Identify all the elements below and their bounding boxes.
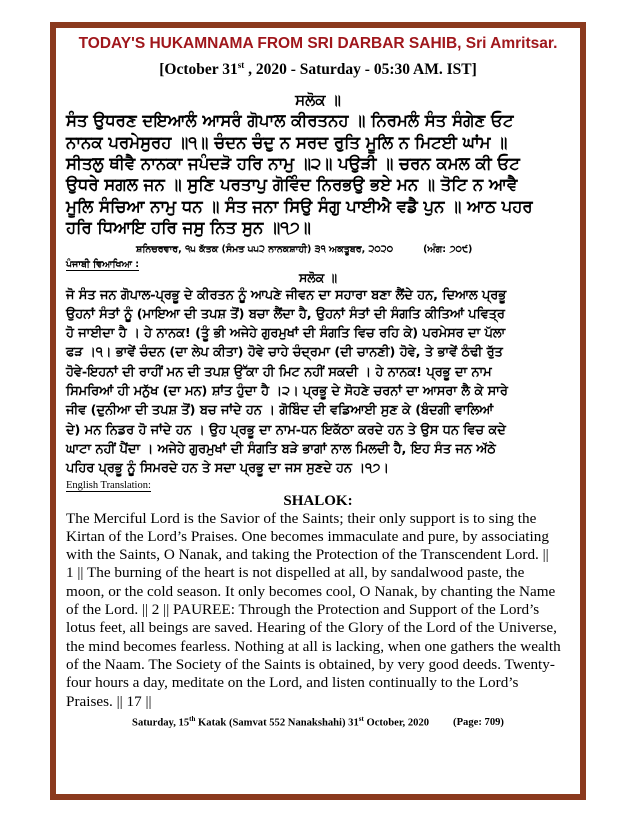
gurbani-line: ਮੂਲਿ ਸੰਚਿਆ ਨਾਮੁ ਧਨ ॥ ਸੰਤ ਜਨਾ ਸਿਉ ਸੰਗੁ ਪਾਈਐ ਵਡੈ ਪੁਨ ॥ ਆਠ ਪਹਰ bbox=[66, 196, 533, 216]
english-line: with the Saints, O Nanak, and taking the Protection of the Transcendent Lord. || bbox=[66, 546, 549, 564]
gurbani-line: ਸੰਤ ਉਧਰਣ ਦਇਆਲੰ ਆਸਰੰ ਗੋਪਾਲ ਕੀਰਤਨਹ ॥ ਨਿਰਮਲੰ ਸੰਤ ਸੰਗੇਣ ਓਟ bbox=[66, 111, 514, 131]
punjabi-heading: ਸਲੋਕ ॥ bbox=[298, 269, 338, 285]
english-text bbox=[66, 510, 570, 711]
english-heading: SHALOK: bbox=[283, 492, 353, 509]
gurbani-line: ਉਧਰੇ ਸਗਲ ਜਨ ॥ ਸੁਣਿ ਪਰਤਾਪੁ ਗੋਵਿੰਦ ਨਿਰਭਉ ਭਏ ਮਨ ॥ ਤੋਟਿ ਨ ਆਵੈ bbox=[66, 175, 518, 195]
date-suffix: st bbox=[237, 60, 245, 70]
punjabi-line: ਉਹਨਾਂ ਸੰਤਾਂ ਨੂੰ (ਮਾਇਆ ਦੀ ਤਪਸ਼ ਤੋਂ) ਬਚਾ ਲੈਂਦਾ ਹੈ, ਉਹਨਾਂ ਸੰਤਾਂ ਦੀ ਸੰਗਤਿ ਕੀਤਿਆਂ ਪਵਿਤ੍ਰ bbox=[66, 306, 505, 322]
gurbani-line: ਨਾਨਕ ਪਰਮੇਸੁਰਹ ॥੧॥ ਚੰਦਨ ਚੰਦੁ ਨ ਸਰਦ ਰੁਤਿ ਮੂਲਿ ਨ ਮਿਟਈ ਘਾਂਮ ॥ bbox=[66, 132, 508, 152]
punjabi-line: ਘਾਟਾ ਨਹੀਂ ਪੈਂਦਾ । ਅਜੇਹੇ ਗੁਰਮੁਖਾਂ ਦੀ ਸੰਗਤਿ ਬੜੇ ਭਾਗਾਂ ਨਾਲ ਮਿਲਦੀ ਹੈ, ਇਹ ਸੰਤ ਜਨ ਅੱਠੇ bbox=[66, 441, 496, 457]
punjabi-line: ਜੋ ਸੰਤ ਜਨ ਗੋਪਾਲ-ਪ੍ਰਭੂ ਦੇ ਕੀਰਤਨ ਨੂੰ ਆਪਣੇ ਜੀਵਨ ਦਾ ਸਹਾਰਾ ਬਣਾ ਲੈਂਦੇ ਹਨ, ਦਿਆਲ ਪ੍ਰਭੂ bbox=[66, 287, 507, 303]
date-time bbox=[66, 55, 570, 80]
gurbani-text bbox=[66, 110, 570, 238]
punjabi-line: ਪਹਿਰ ਪ੍ਰਭੂ ਨੂੰ ਸਿਮਰਦੇ ਹਨ ਤੇ ਸਦਾ ਪ੍ਰਭੂ ਦਾ ਜਸ ਸੁਣਦੇ ਹਨ ।੧੭। bbox=[66, 461, 389, 477]
punjabi-line: ਦੇ) ਮਨ ਨਿਡਰ ਹੋ ਜਾਂਦੇ ਹਨ । ਉਹ ਪ੍ਰਭੂ ਦਾ ਨਾਮ-ਧਨ ਇਕੱਠਾ ਕਰਦੇ ਹਨ ਤੇ ਉਸ ਧਨ ਵਿਚ ਕਦੇ bbox=[66, 422, 506, 438]
footer-sup2: st bbox=[358, 714, 364, 723]
punjabi-text bbox=[66, 286, 570, 479]
footer-sup1: th bbox=[189, 714, 196, 723]
english-line: 1 || The burning of the heart is not dispelled at all, by sandalwood paste, the bbox=[66, 564, 525, 582]
footer-post: October, 2020 bbox=[363, 717, 430, 729]
english-line: the mind becomes fearless. Nothing at all is lacking, when one gathers the wealth bbox=[66, 637, 561, 655]
gurbani-heading: ਸਲੋਕ ॥ bbox=[295, 91, 341, 110]
english-label bbox=[66, 479, 570, 492]
punjabi-line: ਸਿਮਰਿਆਂ ਹੀ ਮਨੁੱਖ (ਦਾ ਮਨ) ਸ਼ਾਂਤ ਹੁੰਦਾ ਹੈ ।੨। ਪ੍ਰਭੂ ਦੇ ਸੋਹਣੇ ਚਰਨਾਂ ਦਾ ਆਸਰਾ ਲੈ ਕੇ ਸਾਰੇ bbox=[66, 384, 508, 400]
english-line: The Merciful Lord is the Savior of the Saints; their only support is to sing the bbox=[66, 509, 537, 527]
english-line: of the Naam. The Society of the Saints is obtained, by very good deeds. Twenty- bbox=[66, 655, 555, 673]
footer-mid: Katak (Samvat 552 Nanakshahi) 31 bbox=[195, 717, 359, 729]
punjabi-label-text: ਪੰਜਾਬੀ ਵਿਆਖਿਆ : bbox=[66, 258, 140, 270]
hukamnama-page bbox=[50, 22, 586, 800]
english-label-text: English Translation: bbox=[66, 479, 151, 491]
english-line: of the Lord. || 2 || PAUREE: Through the Protection and Support of the Lord’s bbox=[66, 601, 540, 619]
english-line: Praises. || 17 || bbox=[66, 692, 152, 710]
page-title: TODAY'S HUKAMNAMA FROM SRI DARBAR SAHIB, Sri Amritsar. bbox=[78, 35, 558, 52]
punjabi-line: ਜੀਵ (ਦੁਨੀਆ ਦੀ ਤਪਸ਼ ਤੋਂ) ਬਚ ਜਾਂਦੇ ਹਨ । ਗੋਬਿੰਦ ਦੀ ਵਡਿਆਈ ਸੁਣ ਕੇ (ਬੰਦਗੀ ਵਾਲਿਆਂ bbox=[66, 403, 494, 419]
gurmukhi-dateline bbox=[66, 242, 570, 258]
date-rest: , 2020 - Saturday - 05:30 AM. IST] bbox=[244, 61, 477, 79]
punjabi-line: ਹੋਵੇ-ਇਹਨਾਂ ਦੀ ਰਾਹੀਂ ਮਨ ਦੀ ਤਪਸ਼ ਉੱਕਾ ਹੀ ਮਿਟ ਨਹੀਂ ਸਕਦੀ । ਹੇ ਨਾਨਕ! ਪ੍ਰਭੂ ਦਾ ਨਾਮ bbox=[66, 364, 492, 380]
gurbani-line: ਹਰਿ ਧਿਆਇ ਹਰਿ ਜਸੁ ਨਿਤ ਸੁਨ ॥੧੭॥ bbox=[66, 218, 311, 238]
english-line: moon, or the cold season. It only becomes cool, O Nanak, by chanting the Name bbox=[66, 582, 556, 600]
punjabi-line: ਹੋ ਜਾਈਦਾ ਹੈ । ਹੇ ਨਾਨਕ! (ਤੂੰ ਭੀ ਅਜੇਹੇ ਗੁਰਮੁਖਾਂ ਦੀ ਸੰਗਤਿ ਵਿਚ ਰਹਿ ਕੇ) ਪਰਮੇਸਰ ਦਾ ਪੱਲਾ bbox=[66, 326, 506, 342]
gurmukhi-date: ਸ਼ਨਿਚਰਵਾਰ, ੧੫ ਕੱਤਕ (ਸੰਮਤ ੫੫੨ ਨਾਨਕਸ਼ਾਹੀ) ੩੧ ਅਕਤੂਬਰ, ੨੦੨੦ bbox=[136, 243, 394, 255]
page-content bbox=[66, 34, 570, 730]
footer-page: (Page: 709) bbox=[453, 717, 504, 729]
english-line: Kirtan of the Lord’s Praises. One becomes immaculate and pure, by associating bbox=[66, 527, 549, 545]
date-open: [October 31 bbox=[159, 61, 238, 79]
ang-number: (ਅੰਗ: ੭੦੯) bbox=[423, 243, 473, 255]
gurbani-line: ਸੀਤਲੁ ਥੀਵੈ ਨਾਨਕਾ ਜਪੰਦੜੋ ਹਰਿ ਨਾਮੁ ॥੨॥ ਪਉੜੀ ॥ ਚਰਨ ਕਮਲ ਕੀ ਓਟ bbox=[66, 153, 520, 173]
footer-dateline bbox=[66, 712, 570, 731]
punjabi-line: ਫੜ ।੧। ਭਾਵੇਂ ਚੰਦਨ (ਦਾ ਲੇਪ ਕੀਤਾ) ਹੋਵੇ ਚਾਹੇ ਚੰਦ੍ਰਮਾ (ਦੀ ਚਾਨਣੀ) ਹੋਵੇ, ਤੇ ਭਾਵੇਂ ਠੰਢੀ ਰੁੱਤ bbox=[66, 345, 503, 361]
english-line: lotus feet, all beings are saved. Hearing of the Glory of the Lord of the Universe, bbox=[66, 619, 557, 637]
footer-pre: Saturday, 15 bbox=[132, 717, 190, 729]
english-line: four hours a day, meditate on the Lord, and listen continually to the Lord’s bbox=[66, 674, 519, 692]
